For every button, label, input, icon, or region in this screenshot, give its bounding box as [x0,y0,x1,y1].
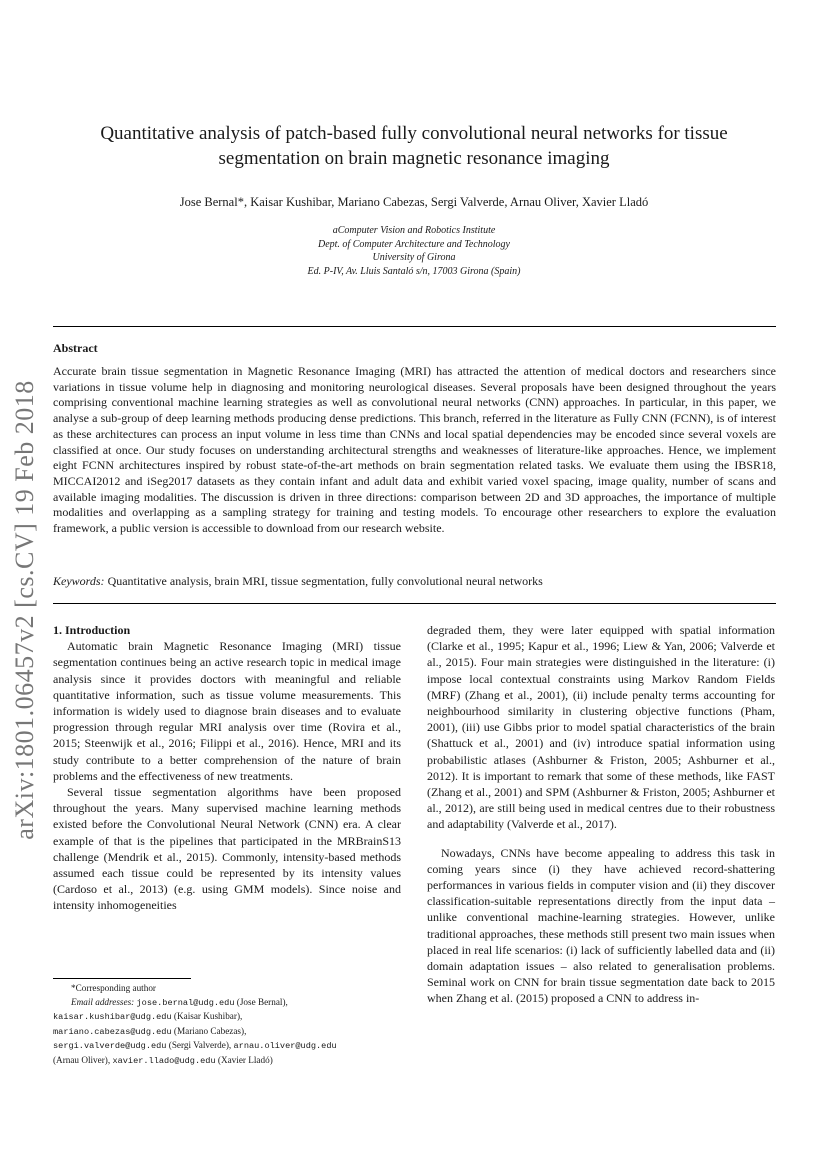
footnotes [53,982,401,1068]
body-paragraph: degraded them, they were later equipped with spatial information (Clarke et al., 1995; Kapur et al., 1996; Liew & Yan, 2006; Valverde et al., 2015). Four main strategies were distinguished in the literature: (i) impose local contextual constraints using Markov Random Fields (MRF) (Zhang et al., 2001), (ii) include penalty terms accounting for neighbourhood similarity in clustering objective functions (Pham, 2001), (iii) use Gibbs prior to model spatial characteristics of the brain (Shattuck et al., 2001) and (iv) introduce spatial information using probabilistic atlases (Ashburner & Friston, 2005; Ashburner et al., 2012). It is important to remark that some of these methods, like FAST (Zhang et al., 2001) and SPM (Ashburner & Friston, 2005; Ashburner et al., 2012), are still being used in medical centres due to their robustness and adaptability (Valverde et al., 2017). [427,623,775,832]
body-paragraph: Automatic brain Magnetic Resonance Imaging (MRI) tissue segmentation continues being an active research topic in medical image analysis since it provides doctors with meaningful and reliable quantitative information, such as tissue volume measurements. This information is widely used to diagnose brain diseases and to evaluate progression through regular MRI analysis over time (Rovira et al., 2015; Steenwijk et al., 2016; Filippi et al., 2016). Hence, MRI and its study contribute to a better comprehension of the nature of brain problems and the effectiveness of new treatments. [53,639,401,783]
email-line [53,1010,401,1025]
keywords-label: Keywords: [53,574,105,588]
abstract-heading: Abstract [53,341,98,355]
section-heading-introduction: 1. Introduction [53,623,131,637]
email-owner: (Arnau Oliver), [53,1054,111,1065]
affiliation-line: aComputer Vision and Robotics Institute [332,225,496,236]
keywords-text: Quantitative analysis, brain MRI, tissue segmentation, fully convolutional neural networks [107,574,543,588]
body-paragraph: Several tissue segmentation algorithms have been proposed throughout the years. Many supervised machine learning methods existed before the Convolutional Neural Network (CNN) era. A clear example of that is the pipelines that participated in the MRBrainS13 challenge (Mendrik et al., 2015). Commonly, intensity-based methods assumed each tissue could be represented by its intensity values (Cardoso et al., 2013) (e.g. using GMM models). Since noise and intensity inhomogeneities [53,785,401,913]
left-column [53,622,401,914]
arxiv-stamp [5,360,45,860]
affiliation-line: Ed. P-IV, Av. Lluis Santaló s/n, 17003 Girona (Spain) [307,265,521,277]
email-address[interactable]: jose.bernal@udg.edu [136,997,235,1008]
email-line [53,1054,401,1069]
email-address[interactable]: arnau.oliver@udg.edu [233,1041,337,1051]
body-paragraph: Nowadays, CNNs have become appealing to address this task in coming years since (i) they have achieved record-shattering performances in various fields in computer vision and (ii) they discover classification-suitable representations directly from the input data – unlike conventional machine-learning strategies. However, unlike traditional approaches, these methods still present two main issues when placed in real life scenarios: (i) lack of sufficiently labelled data and (ii) domain adaptation issues – also related to generalisation problems. Seminal work on CNN for brain tissue segmentation date back to 2015 when Zhang et al. (2015) proposed a CNN to address in- [427,845,775,1006]
corresponding-author-note: *Corresponding author [71,983,156,993]
email-line [53,1039,401,1054]
abstract-text: Accurate brain tissue segmentation in Magnetic Resonance Imaging (MRI) has attracted the attention of medical doctors and researchers since variations in tissue volume help in diagnosing and monitoring neurological diseases. Several proposals have been designed throughout the years comprising conventional machine learning strategies as well as convolutional neural networks (CNN) approaches. In particular, in this paper, we analyse a sub-group of deep learning methods producing dense predictions. This branch, referred in the literature as Fully CNN (FCNN), is of interest as these architectures can process an input volume in less time than CNNs and local spatial dependencies may be encoded since several voxels are classified at once. Our study focuses on understanding architectural strengths and weaknesses of literature-like approaches. Hence, we implement eight FCNN architectures inspired by robust state-of-the-art methods on brain segmentation related tasks. We evaluate them using the IBSR18, MICCAI2012 and iSeg2017 datasets as they contain infant and adult data and exhibit varied voxel spacing, image quality, number of scans and available imaging modalities. The discussion is driven in three directions: comparison between 2D and 3D approaches, the importance of multiple modalities and overlapping as a sampling strategy for training and testing models. To encourage other researchers to explore the evaluation framework, a public version is accessible to download from our research website. [53,364,776,536]
affiliation-line: University of Girona [372,252,456,263]
email-label: Email addresses: [71,996,135,1007]
paper-title: Quantitative analysis of patch-based fully convolutional neural networks for tissue segmentation on brain magnetic resonance imaging [100,123,728,169]
email-address[interactable]: xavier.llado@udg.edu [112,1055,216,1066]
right-column [427,622,775,1007]
abstract-top-rule [53,326,776,327]
email-line [53,1025,401,1040]
email-address[interactable]: sergi.valverde@udg.edu [53,1041,167,1051]
email-owner: (Mariano Cabezas), [173,1025,247,1036]
keywords-line [53,574,776,589]
arxiv-stamp-text: arXiv:1801.06457v2 [cs.CV] 19 Feb 2018 [10,380,40,840]
email-owner: (Sergi Valverde), [168,1040,232,1050]
email-address[interactable]: kaisar.kushibar@udg.edu [53,1012,172,1022]
affiliation-block [60,224,768,278]
abstract-bottom-rule [53,603,776,604]
affiliation-line: Dept. of Computer Architecture and Technology [317,238,510,250]
footnote-rule [53,978,191,979]
email-address[interactable]: mariano.cabezas@udg.edu [53,1026,172,1037]
email-owner: (Jose Bernal), [236,996,288,1007]
email-owner: (Kaisar Kushibar), [173,1011,243,1021]
email-line [53,996,401,1011]
email-owner: (Xavier Lladó) [217,1054,273,1065]
author-list: Jose Bernal*, Kaisar Kushibar, Mariano Cabezas, Sergi Valverde, Arnau Oliver, Xavier Lladó [179,195,649,209]
